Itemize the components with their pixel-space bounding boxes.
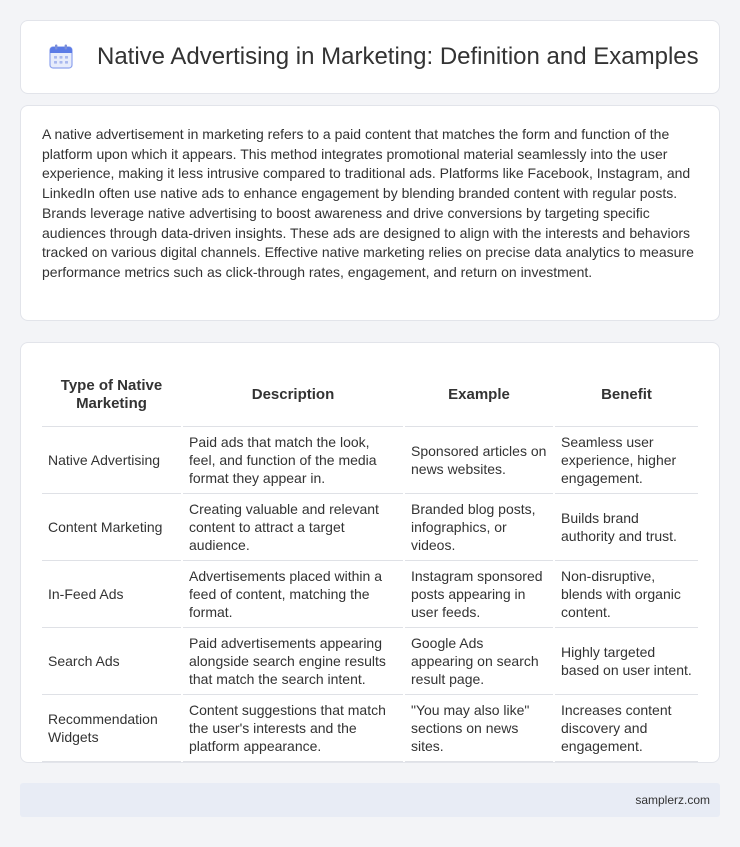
- cell-description: Content suggestions that match the user's interests and the platform appearance.: [182, 694, 404, 761]
- table-row: [42, 426, 698, 493]
- cell-example: Instagram sponsored posts appearing in user feeds.: [404, 560, 554, 627]
- cell-benefit: Increases content discovery and engagement.: [554, 694, 698, 761]
- calendar-icon: [47, 43, 75, 71]
- cell-benefit: Seamless user experience, higher engagement.: [554, 426, 698, 493]
- cell-description: Advertisements placed within a feed of content, matching the format.: [182, 560, 404, 627]
- table-row: [42, 694, 698, 761]
- native-marketing-table: [42, 364, 698, 762]
- table-row: [42, 493, 698, 560]
- header-type: Type of Native Marketing: [42, 364, 182, 426]
- header-example: Example: [404, 364, 554, 426]
- cell-type: Content Marketing: [42, 493, 182, 560]
- cell-benefit: Non-disruptive, blends with organic content.: [554, 560, 698, 627]
- cell-example: Sponsored articles on news websites.: [404, 426, 554, 493]
- intro-paragraph: A native advertisement in marketing refers to a paid content that matches the form and function of the platform upon which it appears. This method integrates promotional material seamlessly into the user experience, making it less intrusive compared to traditional ads. Platforms like Facebook, Instagram, and LinkedIn often use native ads to enhance engagement by blending branded content with regular posts. Brands leverage native advertising to boost awareness and drive conversions by targeting specific audiences through data-driven insights. These ads are designed to align with the interests and behaviors tracked on various digital channels. Effective native marketing relies on precise data analytics to measure performance metrics such as click-through rates, engagement, and return on investment.: [42, 126, 694, 280]
- title-card: [20, 20, 720, 94]
- cell-benefit: Highly targeted based on user intent.: [554, 627, 698, 694]
- header-description: Description: [182, 364, 404, 426]
- cell-example: Google Ads appearing on search result page.: [404, 627, 554, 694]
- cell-type: In-Feed Ads: [42, 560, 182, 627]
- footer: [20, 783, 720, 817]
- cell-description: Paid advertisements appearing alongside search engine results that match the search intent.: [182, 627, 404, 694]
- cell-type: Native Advertising: [42, 426, 182, 493]
- cell-type: Search Ads: [42, 627, 182, 694]
- table-header-row: [42, 364, 698, 426]
- cell-type: Recommendation Widgets: [42, 694, 182, 761]
- cell-description: Paid ads that match the look, feel, and function of the media format they appear in.: [182, 426, 404, 493]
- table-row: [42, 627, 698, 694]
- page-title: Native Advertising in Marketing: Definition and Examples: [97, 43, 699, 70]
- cell-example: Branded blog posts, infographics, or videos.: [404, 493, 554, 560]
- table-card: [20, 342, 720, 763]
- header-benefit: Benefit: [554, 364, 698, 426]
- cell-benefit: Builds brand authority and trust.: [554, 493, 698, 560]
- intro-card: [20, 105, 720, 321]
- cell-example: "You may also like" sections on news sites.: [404, 694, 554, 761]
- footer-site-link[interactable]: samplerz.com: [635, 793, 710, 807]
- table-row: [42, 560, 698, 627]
- cell-description: Creating valuable and relevant content to attract a target audience.: [182, 493, 404, 560]
